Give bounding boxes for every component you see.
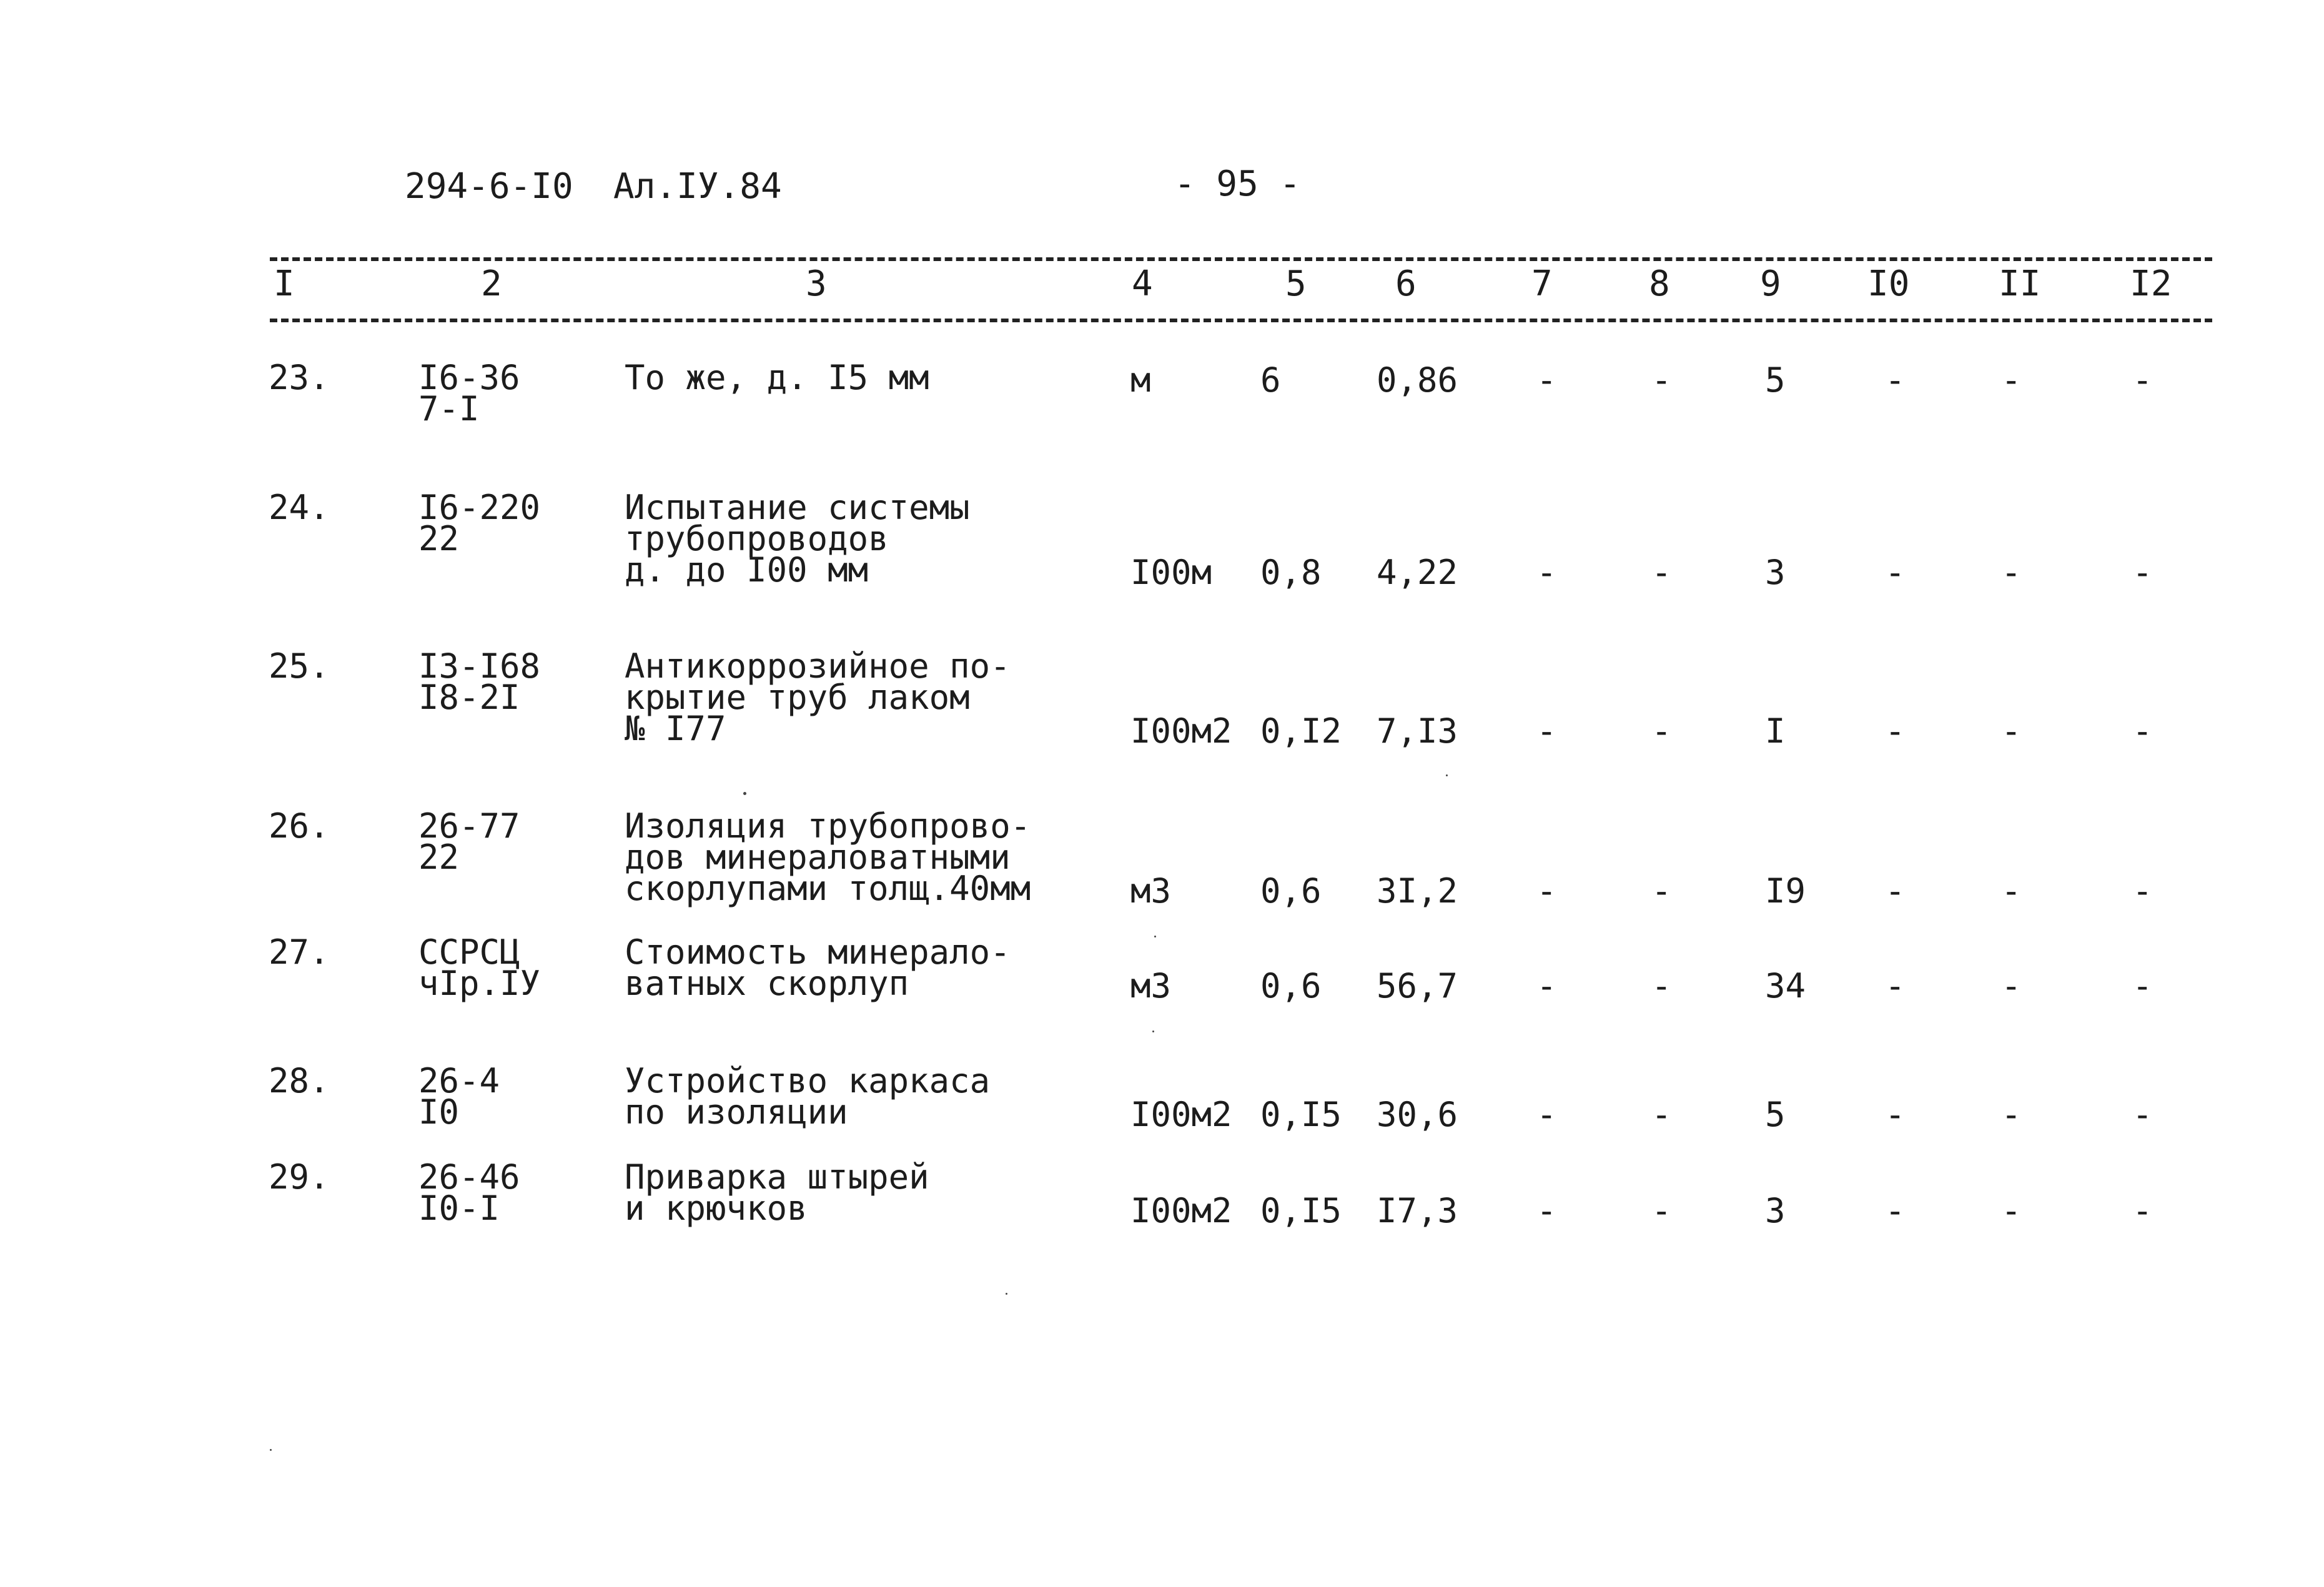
- header-top-rule: [270, 257, 2212, 261]
- column-header-1: I: [274, 264, 295, 304]
- cell-c11: -: [2001, 711, 2022, 751]
- cell-qty: 0,8: [1260, 553, 1322, 592]
- cell-name-line: ватных скорлуп: [625, 964, 909, 1003]
- cell-c7: -: [1536, 871, 1557, 911]
- cell-c9: I9: [1765, 871, 1806, 911]
- cell-c7: -: [1536, 711, 1557, 751]
- column-header-9: 9: [1760, 264, 1781, 304]
- cell-code: [418, 806, 520, 877]
- cell-c10: -: [1885, 966, 1906, 1006]
- scan-speck: [743, 792, 746, 795]
- cell-qty: 0,6: [1260, 871, 1322, 911]
- cell-name-line: Изоляция трубопрово-: [625, 806, 1031, 846]
- cell-no: 24.: [269, 488, 330, 527]
- cell-c11: -: [2001, 871, 2022, 911]
- cell-c9: 5: [1765, 1095, 1786, 1134]
- cell-name-line: Антикоррозийное по-: [625, 646, 1011, 686]
- cell-qty: 0,6: [1260, 966, 1322, 1006]
- cell-price: I7,3: [1377, 1191, 1458, 1230]
- scan-speck: [1006, 1293, 1007, 1295]
- cell-c8: -: [1651, 360, 1672, 400]
- cell-c8: -: [1651, 871, 1672, 911]
- cell-name-line: Устройство каркаса: [625, 1061, 991, 1100]
- cell-qty: 6: [1260, 360, 1281, 400]
- cell-name-line: дов минераловатными: [625, 838, 1011, 877]
- cell-code: [418, 358, 520, 428]
- cell-name-line: Приварка штырей: [625, 1157, 929, 1197]
- cell-name: [625, 1157, 929, 1228]
- cell-name: [625, 932, 1011, 1003]
- cell-c7: -: [1536, 553, 1557, 592]
- cell-c8: -: [1651, 966, 1672, 1006]
- cell-c7: -: [1536, 1095, 1557, 1134]
- cell-c8: -: [1651, 1191, 1672, 1230]
- column-header-6: 6: [1395, 264, 1417, 304]
- cell-unit: I00м2: [1130, 1191, 1232, 1230]
- cell-code: [418, 1061, 500, 1132]
- cell-name: [625, 1061, 991, 1132]
- cell-name-line: То же, д. I5 мм: [625, 358, 929, 397]
- cell-code-line: I3-I68: [418, 646, 541, 686]
- cell-c10: -: [1885, 1095, 1906, 1134]
- cell-code-line: 22: [418, 519, 460, 558]
- cell-code-line: I6-36: [418, 358, 520, 397]
- cell-name-line: Стоимость минерало-: [625, 932, 1011, 972]
- cell-name: [625, 358, 929, 397]
- scan-speck: [270, 1449, 272, 1451]
- cell-c11: -: [2001, 1095, 2022, 1134]
- scan-speck: [1152, 1031, 1154, 1032]
- cell-name-line: № I77: [625, 709, 726, 748]
- cell-c12: -: [2132, 711, 2153, 751]
- cell-code-line: I0-I: [418, 1189, 500, 1228]
- cell-c10: -: [1885, 1191, 1906, 1230]
- cell-code-line: ССРСЦ: [418, 932, 520, 972]
- cell-c12: -: [2132, 871, 2153, 911]
- cell-c9: 3: [1765, 553, 1786, 592]
- cell-c12: -: [2132, 1191, 2153, 1230]
- cell-c10: -: [1885, 871, 1906, 911]
- cell-price: 4,22: [1377, 553, 1458, 592]
- cell-no: 27.: [269, 932, 330, 972]
- cell-unit: I00м: [1130, 553, 1212, 592]
- cell-code-line: 26-4: [418, 1061, 500, 1100]
- cell-name: [625, 646, 1011, 748]
- cell-code-line: 26-77: [418, 806, 520, 846]
- cell-unit: м3: [1130, 966, 1172, 1006]
- cell-code: [418, 932, 541, 1003]
- cell-unit: I00м2: [1130, 711, 1232, 751]
- cell-c12: -: [2132, 553, 2153, 592]
- cell-price: 56,7: [1377, 966, 1458, 1006]
- album-ref: Ал.IУ.84: [613, 166, 782, 207]
- page-number: - 95 -: [1174, 164, 1301, 204]
- scan-speck: [1154, 936, 1156, 937]
- cell-no: 28.: [269, 1061, 330, 1100]
- cell-c11: -: [2001, 553, 2022, 592]
- cell-c8: -: [1651, 711, 1672, 751]
- cell-no: 23.: [269, 358, 330, 397]
- cell-unit: I00м2: [1130, 1095, 1232, 1134]
- cell-c11: -: [2001, 1191, 2022, 1230]
- cell-unit: м: [1130, 360, 1151, 400]
- column-header-3: 3: [806, 264, 827, 304]
- cell-c7: -: [1536, 360, 1557, 400]
- cell-code-line: I0: [418, 1092, 460, 1132]
- cell-no: 25.: [269, 646, 330, 686]
- cell-c8: -: [1651, 1095, 1672, 1134]
- cell-price: 30,6: [1377, 1095, 1458, 1134]
- cell-name-line: скорлупами толщ.40мм: [625, 869, 1031, 908]
- cell-name: [625, 806, 1031, 908]
- cell-c11: -: [2001, 360, 2022, 400]
- column-header-12: I2: [2130, 264, 2172, 304]
- scan-speck: [1446, 774, 1448, 776]
- cell-qty: 0,I5: [1260, 1095, 1342, 1134]
- cell-code: [418, 646, 541, 717]
- cell-c11: -: [2001, 966, 2022, 1006]
- cell-c9: 34: [1765, 966, 1806, 1006]
- cell-c12: -: [2132, 1095, 2153, 1134]
- cell-name-line: д. до I00 мм: [625, 550, 869, 590]
- header-bottom-rule: [270, 319, 2212, 322]
- cell-c12: -: [2132, 360, 2153, 400]
- column-header-4: 4: [1132, 264, 1153, 304]
- cell-c8: -: [1651, 553, 1672, 592]
- cell-code: [418, 1157, 520, 1228]
- cell-c10: -: [1885, 553, 1906, 592]
- column-header-5: 5: [1285, 264, 1307, 304]
- cell-no: 29.: [269, 1157, 330, 1197]
- cell-c10: -: [1885, 711, 1906, 751]
- cell-c9: I: [1765, 711, 1786, 751]
- cell-name-line: и крючков: [625, 1189, 808, 1228]
- cell-code-line: чIр.IУ: [418, 964, 541, 1003]
- column-header-10: I0: [1867, 264, 1910, 304]
- cell-price: 7,I3: [1377, 711, 1458, 751]
- cell-no: 26.: [269, 806, 330, 846]
- column-header-2: 2: [481, 264, 502, 304]
- column-header-11: II: [1999, 264, 2041, 304]
- cell-price: 0,86: [1377, 360, 1458, 400]
- cell-code-line: 7-I: [418, 389, 480, 428]
- cell-code: [418, 488, 541, 558]
- cell-c10: -: [1885, 360, 1906, 400]
- cell-c12: -: [2132, 966, 2153, 1006]
- cell-name-line: трубопроводов: [625, 519, 889, 558]
- cell-name: [625, 488, 970, 590]
- document-code: 294-6-I0: [405, 166, 573, 207]
- cell-name-line: по изоляции: [625, 1092, 848, 1132]
- cell-qty: 0,I5: [1260, 1191, 1342, 1230]
- cell-code-line: 22: [418, 838, 460, 877]
- cell-code-line: I6-220: [418, 488, 541, 527]
- cell-name-line: крытие труб лаком: [625, 678, 970, 717]
- cell-price: 3I,2: [1377, 871, 1458, 911]
- cell-unit: м3: [1130, 871, 1172, 911]
- cell-c9: 5: [1765, 360, 1786, 400]
- cell-code-line: I8-2I: [418, 678, 520, 717]
- cell-code-line: 26-46: [418, 1157, 520, 1197]
- column-header-7: 7: [1531, 264, 1553, 304]
- cell-c7: -: [1536, 1191, 1557, 1230]
- cell-c7: -: [1536, 966, 1557, 1006]
- cell-qty: 0,I2: [1260, 711, 1342, 751]
- column-header-8: 8: [1649, 264, 1670, 304]
- cell-name-line: Испытание системы: [625, 488, 970, 527]
- cell-c9: 3: [1765, 1191, 1786, 1230]
